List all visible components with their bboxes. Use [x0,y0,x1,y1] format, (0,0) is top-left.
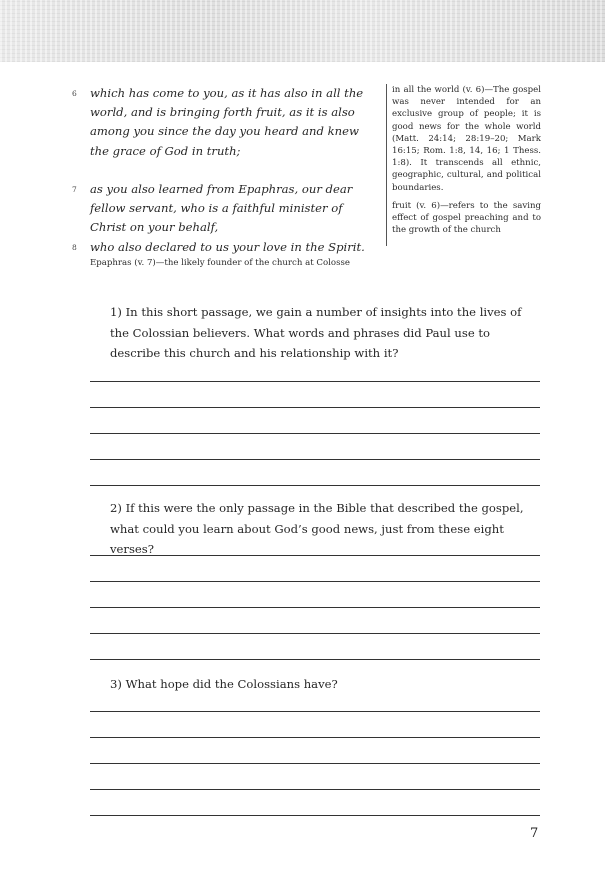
verse-6 [72,84,378,180]
study-notes [392,84,541,242]
answer-line-q3-3[interactable] [90,763,540,764]
note-fruit: fruit (v. 6)—refers to the saving effect of gospel preaching and to the growth of the church [392,200,541,236]
answer-line-q3-2[interactable] [90,737,540,738]
answer-line-q1-4[interactable] [90,459,540,460]
verse-number: 8 [72,243,77,252]
answer-line-q1-3[interactable] [90,433,540,434]
verse-number: 7 [72,185,77,194]
verse-text: as you also learned from Epaphras, our dear fellow servant, who is a faithful minister of Christ on your behalf, [90,182,353,235]
footnote-epaphras: Epaphras (v. 7)—the likely founder of the church at Colosse [90,258,351,268]
answer-line-q2-3[interactable] [90,607,540,608]
scripture-passage [72,84,378,257]
answer-line-q3-5[interactable] [90,815,540,816]
header-texture-band [0,0,605,62]
note-in-all-the-world: in all the world (v. 6)—The gospel was never intended for an exclusive group of people; it is good news for the whole world (Matt. 24:14; 28:19–20; Mark 16:15; Rom. 1:8, 14, 16; 1 Thess. 1:8). It transcends all ethnic, geographic, cultural, and political boundaries. [392,85,541,193]
answer-line-q1-2[interactable] [90,407,540,408]
verse-text: who also declared to us your love in the Spirit. [90,240,365,254]
answer-line-q2-5[interactable] [90,659,540,660]
column-divider [386,84,387,246]
question-1: 1) In this short passage, we gain a number of insights into the lives of the Colossian believers. What words and phrases did Paul use to describe this church and his relationship with it? [110,305,522,360]
page-number: 7 [530,826,539,841]
question-3: 3) What hope did the Colossians have? [110,677,338,691]
answer-line-q3-1[interactable] [90,711,540,712]
answer-line-q2-4[interactable] [90,633,540,634]
answer-line-q1-1[interactable] [90,381,540,382]
answer-line-q1-5[interactable] [90,485,540,486]
answer-line-q2-1[interactable] [90,555,540,556]
answer-line-q2-2[interactable] [90,581,540,582]
verse-text: which has come to you, as it has also in all the world, and is bringing forth fruit, as it is also among you since the day you heard and knew the grace of God in truth; [90,86,364,158]
verse-number: 6 [72,89,77,98]
answer-line-q3-4[interactable] [90,789,540,790]
verse-7 [72,180,378,238]
question-2: 2) If this were the only passage in the Bible that described the gospel, what could you learn about God’s good news, just from these eight verses? [110,501,524,556]
verse-8 [72,238,378,257]
